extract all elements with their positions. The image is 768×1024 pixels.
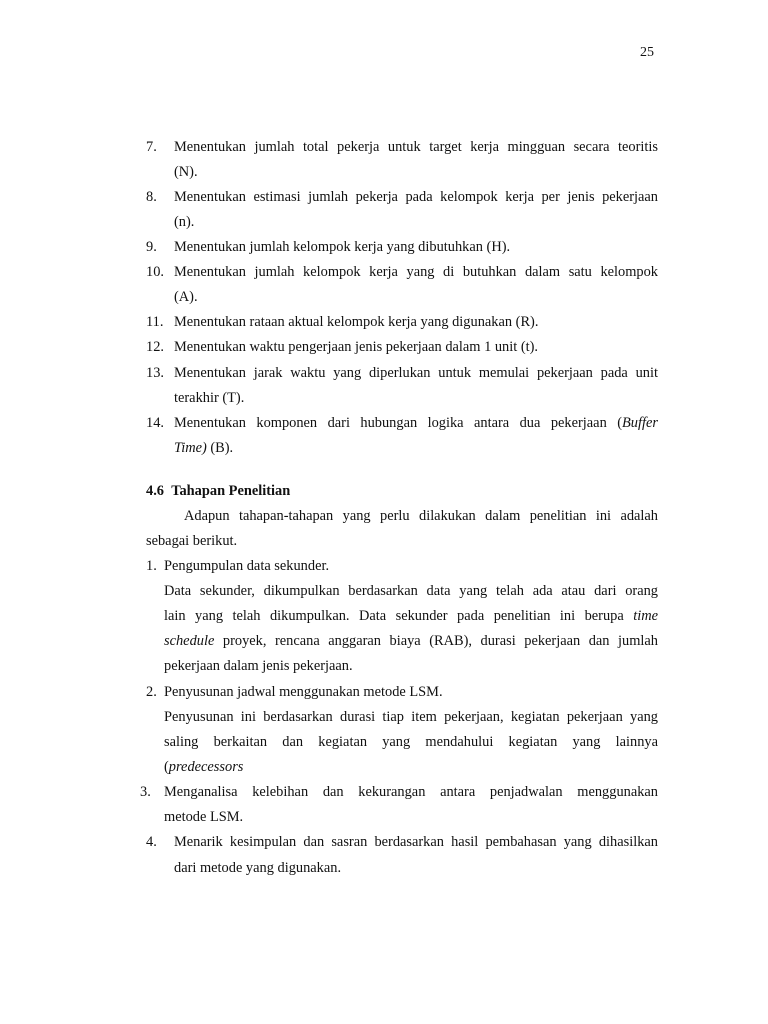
list-item-text: Menentukan estimasi jumlah pekerja pada kelompok kerja per jenis pekerjaan [174,189,658,205]
list-item-number: 7. [146,139,157,155]
list-item-text: Menentukan jarak waktu yang diperlukan untuk memulai pekerjaan pada unit [174,365,658,381]
list-item-text: (N). [174,164,198,180]
list-item-number: 13. [146,365,164,381]
list-item-text [174,413,658,433]
step-body-line [164,757,243,777]
step-body-line: Penyusunan ini berdasarkan durasi tiap item pekerjaan, kegiatan pekerjaan yang [164,709,658,725]
list-item-text: Menentukan jumlah kelompok kerja yang di butuhkan dalam satu kelompok [174,264,658,280]
step-title: Penyusunan jadwal menggunakan metode LSM. [164,684,443,700]
list-item-text: Menentukan jumlah kelompok kerja yang dibutuhkan (H). [174,239,511,255]
step-number: 1. [146,558,157,574]
step-number: 3. [140,784,151,800]
step-body-text: lain yang telah dikumpulkan. Data sekunder pada penelitian ini berupa [164,608,634,624]
step-number: 2. [146,684,157,700]
italic-term: schedule [164,633,215,649]
list-item-text: (n). [174,214,195,230]
list-item-number: 9. [146,239,157,255]
intro-paragraph-line: sebagai berikut. [146,533,238,549]
list-item-text: Menentukan waktu pengerjaan jenis pekerjaan dalam 1 unit (t). [174,339,539,355]
step-body-line: dari metode yang digunakan. [174,860,342,876]
section-number: 4.6 [146,483,164,499]
italic-term: Time) [174,440,207,456]
step-body-text: proyek, rencana anggaran biaya (RAB), durasi pekerjaan dan jumlah [214,633,658,649]
step-body-line [164,606,658,626]
section-title: Tahapan Penelitian [171,483,291,499]
list-item-text-rest: (B). [206,440,234,456]
list-item-text: terakhir (T). [174,390,245,406]
list-item-number: 10. [146,264,164,280]
page-number: 25 [640,45,654,60]
list-item-text: Menentukan rataan aktual kelompok kerja yang digunakan (R). [174,314,539,330]
list-item-number: 11. [146,314,164,330]
italic-term: Buffer [622,415,658,431]
step-body-line: metode LSM. [164,809,244,825]
section-heading [146,481,290,501]
list-item-number: 8. [146,189,157,205]
list-item-text [174,438,233,458]
step-body-text: ( [164,759,169,775]
step-body-line: Data sekunder, dikumpulkan berdasarkan data yang telah ada atau dari orang [164,583,658,599]
list-item-text-main: Menentukan komponen dari hubungan logika antara dua pekerjaan ( [174,415,623,431]
italic-term: time [633,608,658,624]
list-item-number: 14. [146,415,164,431]
step-body-line: saling berkaitan dan kegiatan yang mendahului kegiatan yang lainnya [164,734,658,750]
list-item-text: (A). [174,289,198,305]
step-body-line: Menganalisa kelebihan dan kekurangan antara penjadwalan menggunakan [164,784,658,800]
italic-term: predecessors [168,759,244,775]
step-body-line: pekerjaan dalam jenis pekerjaan. [164,658,353,674]
intro-paragraph-line: Adapun tahapan-tahapan yang perlu dilakukan dalam penelitian ini adalah [184,508,658,524]
step-number: 4. [146,834,157,850]
step-title: Pengumpulan data sekunder. [164,558,330,574]
list-item-text: Menentukan jumlah total pekerja untuk target kerja mingguan secara teoritis [174,139,658,155]
list-item-number: 12. [146,339,164,355]
step-body-line: Menarik kesimpulan dan sasran berdasarkan hasil pembahasan yang dihasilkan [174,834,658,850]
step-body-line [164,631,658,651]
